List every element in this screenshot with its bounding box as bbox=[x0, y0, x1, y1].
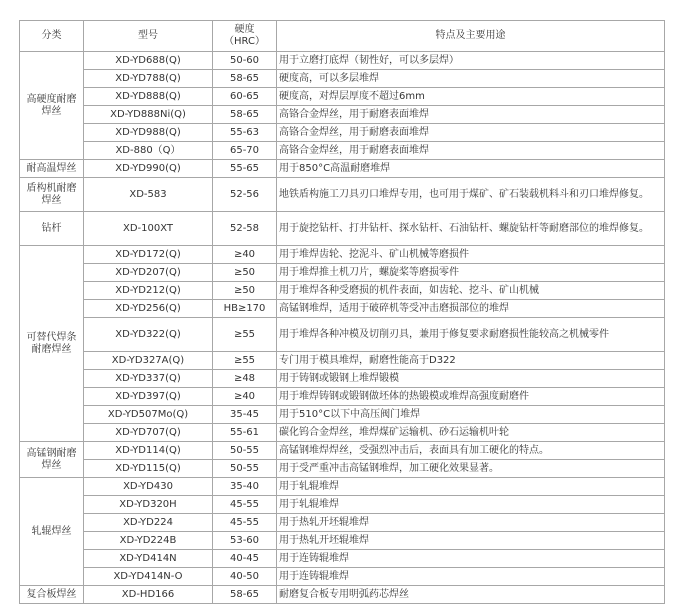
welding-wire-table bbox=[19, 20, 665, 604]
hardness-cell: 53-60 bbox=[213, 532, 277, 550]
description-cell: 用于堆焊各种受磨损的机件表面，如齿轮、挖斗、矿山机械 bbox=[277, 282, 665, 300]
table-row bbox=[20, 246, 665, 264]
category-cell: 轧辊焊丝 bbox=[20, 478, 84, 586]
category-cell: 高锰钢耐磨焊丝 bbox=[20, 442, 84, 478]
table-row bbox=[20, 142, 665, 160]
table-row bbox=[20, 586, 665, 604]
table-row bbox=[20, 212, 665, 246]
model-cell: XD-YD888(Q) bbox=[84, 88, 213, 106]
table-row bbox=[20, 460, 665, 478]
description-cell: 高铬合金焊丝，用于耐磨表面堆焊 bbox=[277, 124, 665, 142]
table-row bbox=[20, 478, 665, 496]
table-row bbox=[20, 124, 665, 142]
hardness-cell: 55-63 bbox=[213, 124, 277, 142]
model-cell: XD-YD988(Q) bbox=[84, 124, 213, 142]
description-cell: 用于堆焊齿轮、挖泥斗、矿山机械等磨损件 bbox=[277, 246, 665, 264]
model-cell: XD-880（Q） bbox=[84, 142, 213, 160]
model-cell: XD-YD256(Q) bbox=[84, 300, 213, 318]
hardness-cell: 40-45 bbox=[213, 550, 277, 568]
description-cell: 用于连铸辊堆焊 bbox=[277, 550, 665, 568]
hardness-cell: ≥40 bbox=[213, 246, 277, 264]
description-cell: 用于热轧开坯辊堆焊 bbox=[277, 514, 665, 532]
table-row bbox=[20, 568, 665, 586]
description-cell: 碳化钨合金焊丝，堆焊煤矿运输机、砂石运输机叶轮 bbox=[277, 424, 665, 442]
table-row bbox=[20, 388, 665, 406]
table-row bbox=[20, 318, 665, 352]
hardness-cell: 55-61 bbox=[213, 424, 277, 442]
model-cell: XD-YD990(Q) bbox=[84, 160, 213, 178]
category-cell: 可替代焊条耐磨焊丝 bbox=[20, 246, 84, 442]
description-cell: 用于510°C以下中高压阀门堆焊 bbox=[277, 406, 665, 424]
model-cell: XD-100XT bbox=[84, 212, 213, 246]
header-category: 分类 bbox=[20, 21, 84, 52]
description-cell: 高锰钢堆焊焊丝，受强烈冲击后，表面具有加工硬化的特点。 bbox=[277, 442, 665, 460]
model-cell: XD-YD115(Q) bbox=[84, 460, 213, 478]
hardness-cell: 60-65 bbox=[213, 88, 277, 106]
table-row bbox=[20, 424, 665, 442]
header-hardness-line1: 硬度 bbox=[234, 24, 255, 35]
description-cell: 高锰钢堆焊，适用于破碎机等受冲击磨损部位的堆焊 bbox=[277, 300, 665, 318]
table-row bbox=[20, 496, 665, 514]
model-cell: XD-HD166 bbox=[84, 586, 213, 604]
hardness-cell: ≥50 bbox=[213, 264, 277, 282]
model-cell: XD-YD397(Q) bbox=[84, 388, 213, 406]
model-cell: XD-YD430 bbox=[84, 478, 213, 496]
product-table-container bbox=[19, 20, 664, 604]
description-cell: 用于热轧开坯辊堆焊 bbox=[277, 532, 665, 550]
hardness-cell: 50-60 bbox=[213, 52, 277, 70]
description-cell: 用于轧辊堆焊 bbox=[277, 496, 665, 514]
description-cell: 高铬合金焊丝，用于耐磨表面堆焊 bbox=[277, 142, 665, 160]
table-row bbox=[20, 88, 665, 106]
table-row bbox=[20, 52, 665, 70]
model-cell: XD-YD224B bbox=[84, 532, 213, 550]
description-cell: 用于轧辊堆焊 bbox=[277, 478, 665, 496]
hardness-cell: 52-58 bbox=[213, 212, 277, 246]
description-cell: 用于旋挖钻杆、打井钻杆、探水钻杆、石油钻杆、螺旋钻杆等耐磨部位的堆焊修复。 bbox=[277, 212, 665, 246]
model-cell: XD-YD327A(Q) bbox=[84, 352, 213, 370]
hardness-cell: 45-55 bbox=[213, 496, 277, 514]
header-description: 特点及主要用途 bbox=[277, 21, 665, 52]
model-cell: XD-YD114(Q) bbox=[84, 442, 213, 460]
hardness-cell: HB≥170 bbox=[213, 300, 277, 318]
model-cell: XD-YD888Ni(Q) bbox=[84, 106, 213, 124]
hardness-cell: 58-65 bbox=[213, 70, 277, 88]
model-cell: XD-YD707(Q) bbox=[84, 424, 213, 442]
hardness-cell: 55-65 bbox=[213, 160, 277, 178]
description-cell: 用于850°C高温耐磨堆焊 bbox=[277, 160, 665, 178]
table-row bbox=[20, 442, 665, 460]
model-cell: XD-YD172(Q) bbox=[84, 246, 213, 264]
model-cell: XD-YD224 bbox=[84, 514, 213, 532]
description-cell: 高铬合金焊丝，用于耐磨表面堆焊 bbox=[277, 106, 665, 124]
table-row bbox=[20, 264, 665, 282]
model-cell: XD-583 bbox=[84, 178, 213, 212]
table-row bbox=[20, 514, 665, 532]
category-cell: 高硬度耐磨焊丝 bbox=[20, 52, 84, 160]
category-cell: 复合板焊丝 bbox=[20, 586, 84, 604]
description-cell: 用于受严重冲击高锰钢堆焊，加工硬化效果显著。 bbox=[277, 460, 665, 478]
description-cell: 用于堆焊铸钢或锻钢做坯体的热锻模或堆焊高强度耐磨件 bbox=[277, 388, 665, 406]
description-cell: 硬度高，对焊层厚度不超过6mm bbox=[277, 88, 665, 106]
model-cell: XD-YD322(Q) bbox=[84, 318, 213, 352]
hardness-cell: ≥55 bbox=[213, 352, 277, 370]
hardness-cell: 50-55 bbox=[213, 460, 277, 478]
category-cell: 盾构机耐磨焊丝 bbox=[20, 178, 84, 212]
header-row bbox=[20, 21, 665, 52]
model-cell: XD-YD788(Q) bbox=[84, 70, 213, 88]
table-row bbox=[20, 178, 665, 212]
model-cell: XD-YD207(Q) bbox=[84, 264, 213, 282]
hardness-cell: 35-45 bbox=[213, 406, 277, 424]
hardness-cell: 45-55 bbox=[213, 514, 277, 532]
hardness-cell: ≥48 bbox=[213, 370, 277, 388]
hardness-cell: ≥40 bbox=[213, 388, 277, 406]
category-cell: 钻杆 bbox=[20, 212, 84, 246]
description-cell: 用于连铸辊堆焊 bbox=[277, 568, 665, 586]
category-cell: 耐高温焊丝 bbox=[20, 160, 84, 178]
table-row bbox=[20, 160, 665, 178]
header-hardness bbox=[213, 21, 277, 52]
hardness-cell: 52-56 bbox=[213, 178, 277, 212]
description-cell: 硬度高，可以多层堆焊 bbox=[277, 70, 665, 88]
table-row bbox=[20, 370, 665, 388]
hardness-cell: 50-55 bbox=[213, 442, 277, 460]
table-row bbox=[20, 70, 665, 88]
description-cell: 用于堆焊推土机刀片，螺旋桨等磨损零件 bbox=[277, 264, 665, 282]
table-row bbox=[20, 406, 665, 424]
table-row bbox=[20, 282, 665, 300]
model-cell: XD-YD414N bbox=[84, 550, 213, 568]
table-body bbox=[20, 52, 665, 604]
header-hardness-line2: （HRC） bbox=[224, 36, 265, 47]
description-cell: 用于堆焊各种冲模及切削刃具，兼用于修复要求耐磨损性能较高之机械零件 bbox=[277, 318, 665, 352]
model-cell: XD-YD414N-O bbox=[84, 568, 213, 586]
hardness-cell: 65-70 bbox=[213, 142, 277, 160]
table-row bbox=[20, 532, 665, 550]
hardness-cell: 58-65 bbox=[213, 106, 277, 124]
hardness-cell: 40-50 bbox=[213, 568, 277, 586]
hardness-cell: 58-65 bbox=[213, 586, 277, 604]
hardness-cell: ≥55 bbox=[213, 318, 277, 352]
table-row bbox=[20, 300, 665, 318]
table-row bbox=[20, 106, 665, 124]
model-cell: XD-YD320H bbox=[84, 496, 213, 514]
hardness-cell: 35-40 bbox=[213, 478, 277, 496]
hardness-cell: ≥50 bbox=[213, 282, 277, 300]
header-model: 型号 bbox=[84, 21, 213, 52]
description-cell: 地铁盾构施工刀具刃口堆焊专用，也可用于煤矿、矿石装载机料斗和刃口堆焊修复。 bbox=[277, 178, 665, 212]
model-cell: XD-YD507Mo(Q) bbox=[84, 406, 213, 424]
table-row bbox=[20, 550, 665, 568]
description-cell: 用于铸钢或锻钢上堆焊锻模 bbox=[277, 370, 665, 388]
description-cell: 专门用于模具堆焊，耐磨性能高于D322 bbox=[277, 352, 665, 370]
table-row bbox=[20, 352, 665, 370]
model-cell: XD-YD688(Q) bbox=[84, 52, 213, 70]
model-cell: XD-YD212(Q) bbox=[84, 282, 213, 300]
description-cell: 耐磨复合板专用明弧药芯焊丝 bbox=[277, 586, 665, 604]
model-cell: XD-YD337(Q) bbox=[84, 370, 213, 388]
description-cell: 用于立磨打底焊（韧性好，可以多层焊） bbox=[277, 52, 665, 70]
